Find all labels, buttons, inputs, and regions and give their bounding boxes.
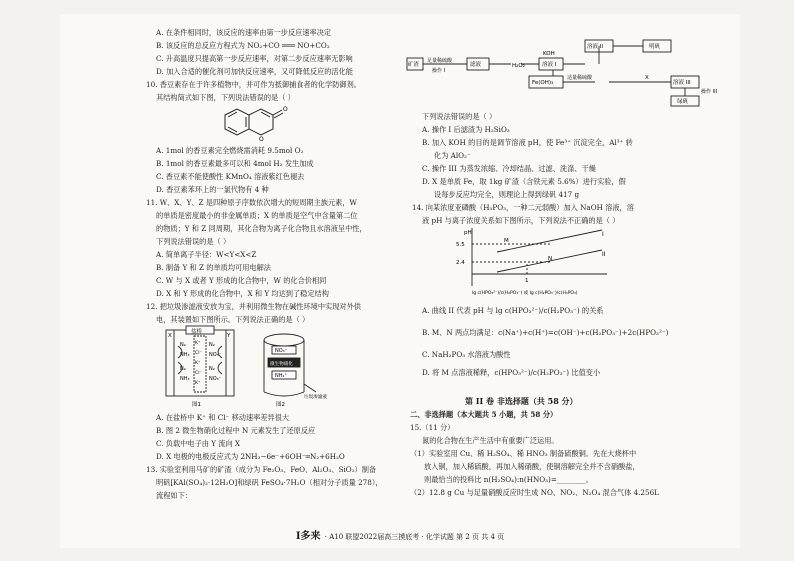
q12-device-figure bbox=[164, 326, 327, 408]
svg-text:O: O bbox=[259, 136, 264, 143]
section-2-heading: 第 II 卷 非选择题（共 58 分） bbox=[465, 396, 578, 406]
section-2-subheading: 二、非选择题（本大题共 5 小题，共 58 分） bbox=[410, 410, 558, 419]
q14-option-d: D. 将 M 点溶液稀释，c(HPO₃²⁻)/c(H₂PO₃⁻) 比值变小 bbox=[422, 368, 601, 377]
graph-point-n: N bbox=[548, 256, 553, 262]
q12-option-c: C. 负载中电子由 Y 流向 X bbox=[156, 439, 241, 448]
q13-question: 下列说法错误的是（ ） bbox=[422, 112, 497, 121]
q14-stem-2: 液 pH 与离子浓度关系如下图所示，下列说法不正确的是（ ） bbox=[422, 216, 620, 225]
graph-y55: 5.5 bbox=[456, 242, 465, 248]
flow-h2o2: H₂O₂ bbox=[512, 63, 525, 69]
q11-stem: 11. W、X、Y、Z 是四种原子序数依次增大的短周期主族元素，W bbox=[146, 198, 357, 207]
q13-option-c: C. 操作 III 为蒸发浓缩、冷却结晶、过滤、洗涤、干燥 bbox=[422, 164, 596, 173]
q9-option-d: D. 加入合适的催化剂可加快反应速率，又可降低反应的活化能 bbox=[156, 67, 353, 76]
right-species-label: NO₃⁻ bbox=[209, 376, 222, 382]
right-species-label: NO₃⁻ bbox=[209, 352, 222, 358]
electrode-x-label: X bbox=[168, 333, 172, 339]
leachate-label: 垃圾渗滤液 bbox=[304, 395, 327, 400]
q10-option-b: B. 1mol 的香豆素最多可以和 4mol H₂ 发生加成 bbox=[156, 159, 314, 168]
svg-text:O: O bbox=[283, 106, 288, 113]
q13-stem-3: 流程如下： bbox=[156, 491, 192, 500]
left-species-label: NH₃ bbox=[180, 376, 190, 382]
flow-x: X bbox=[645, 75, 649, 81]
flow-filtrate: 滤液 bbox=[470, 62, 482, 68]
q15-part-1: （1）实验室用 Cu、稀 H₂SO₄、稀 HNO₃ 制备硫酸铜。先在大烧杯中 bbox=[410, 449, 637, 458]
no3-label: NO₃⁻ bbox=[275, 348, 288, 354]
salt-bridge-ion: K⁺ bbox=[195, 361, 201, 366]
salt-bridge-ion: Cl⁻ bbox=[195, 371, 202, 376]
flow-raw: 矿渣 bbox=[408, 62, 420, 68]
footer-text: · A10 联盟2022届高三摸底考 · 化学试题 第 2 页 共 4 页 bbox=[324, 533, 505, 541]
q15-number: 15.（11 分） bbox=[410, 423, 455, 432]
q14-option-a: A. 曲线 II 代表 pH 与 lg c(HPO₃²⁻)/c(H₂PO₃⁻) 的关系 bbox=[422, 306, 604, 315]
q12-stem-2: 电，其装置如下图所示。下列说法正确的是（ ） bbox=[156, 315, 310, 324]
exam-sheet bbox=[60, 14, 740, 548]
flow-solution1: 溶液 I bbox=[542, 62, 557, 68]
left-species-label: N₂ bbox=[180, 366, 186, 372]
graph-x-label: lg c(HPO₃²⁻)/c(H₂PO₃⁻) 或 lg c(H₂PO₃⁻)/c(H₃PO₃) bbox=[472, 291, 578, 296]
q9-option-c: C. 升高温度只提高第一步反应速率，对第二步反应速率无影响 bbox=[156, 54, 353, 63]
q15-part-2: （2）12.8 g Cu 与足量硝酸反应时生成 NO、NO₂、N₂O₄ 混合气体 4.256L bbox=[410, 488, 659, 497]
flow-solution3: 溶液 III bbox=[673, 80, 691, 86]
q13-option-b-cont: 化为 AlO₂⁻ bbox=[434, 151, 471, 160]
q13-option-b: B. 加入 KOH 的目的是调节溶液 pH，使 Fe³⁺ 沉淀完全，Al³⁺ 转 bbox=[422, 138, 633, 147]
salt-bridge-label: 盐桥 bbox=[191, 329, 203, 335]
right-species-label: N₂ bbox=[209, 366, 215, 372]
graph-curve-1: I bbox=[602, 231, 604, 238]
q11-stem-4: 下列说法错误的是（ ） bbox=[156, 237, 231, 246]
q11-option-a: A. 简单离子半径：W<Y<X<Z bbox=[156, 250, 257, 259]
q10-stem-2: 其结构简式如下图，下列说法错误的是（ ） bbox=[156, 93, 295, 102]
q11-option-d: D. X 和 Y 形成的化合物中，X 和 Y 均达到了稳定结构 bbox=[156, 289, 329, 298]
q11-stem-3: 的物质；Y 和 Z 同周期，其化合物为离子化合物且水溶液呈中性， bbox=[156, 224, 367, 233]
right-species-label: N₂ bbox=[209, 342, 215, 348]
flow-op3: 操作 III bbox=[701, 89, 718, 95]
flow-feoh3: Fe(OH)₃ bbox=[532, 80, 554, 86]
q12-option-b: B. 图 2 微生物硝化过程中 N 元素发生了还原反应 bbox=[156, 426, 316, 435]
q15-intro: 氮的化合物在生产生活中有重要广泛运用。 bbox=[422, 436, 559, 445]
q14-option-c: C. NaH₂PO₃ 水溶液为酸性 bbox=[422, 350, 511, 359]
q13-option-d-cont: 设每步反应均完全，则理论上得到绿矾 417 g bbox=[434, 190, 580, 199]
flow-green: 绿矾 bbox=[677, 99, 689, 105]
q13-process-flow bbox=[405, 24, 735, 108]
q13-option-a: A. 操作 I 后滤渣为 H₂SiO₃ bbox=[422, 125, 510, 134]
q13-option-d: D. X 是单质 Fe，取 1kg 矿渣（含铁元素 5.6%）进行实验，假 bbox=[422, 177, 626, 186]
page-footer bbox=[60, 527, 740, 542]
q12-option-d: D. X 电极的电极反应式为 2NH₃−6e⁻+6OH⁻═N₂+6H₂O bbox=[156, 452, 345, 461]
figure-2-caption: 图2 bbox=[276, 402, 285, 408]
q15-part-1-cont: 放入铜，加入稀硫酸，再加入稀硝酸，使铜溶解完全并不含硝酸盐， bbox=[424, 462, 640, 471]
figure-1-caption: 图1 bbox=[192, 402, 201, 408]
q14-option-b: B. M、N 两点均满足：c(Na⁺)+c(H⁺)=c(OH⁻)+c(H₂PO₃⁻)+2c(HPO₃²⁻) bbox=[422, 328, 669, 337]
q11-stem-2: 的单质是密度最小的非金属单质；X 的单质是空气中含量第二位 bbox=[156, 211, 358, 220]
salt-bridge-ion: K⁺ bbox=[195, 381, 201, 386]
graph-curve-2: II bbox=[602, 251, 606, 258]
footer-brand: I多来 bbox=[295, 531, 321, 542]
q12-option-a: A. 在盐桥中 K⁺ 和 Cl⁻ 移动速率差异很大 bbox=[156, 413, 290, 422]
salt-bridge-ion: Cl⁻ bbox=[195, 351, 202, 356]
salt-bridge-ion: K⁺ bbox=[195, 341, 201, 346]
graph-y24: 2.4 bbox=[456, 260, 465, 266]
q13-stem-2: 明矾[KAl(SO₄)₂·12H₂O]和绿矾 FeSO₄·7H₂O（相对分子质量 278）， bbox=[156, 478, 383, 487]
flow-solution2: 溶液 II bbox=[587, 44, 603, 50]
graph-ylabel: pH bbox=[464, 230, 472, 236]
left-species-label: NH₃ bbox=[180, 352, 190, 358]
q14-ph-graph bbox=[452, 226, 617, 298]
nh4-label: NH₄⁺ bbox=[275, 373, 288, 379]
flow-reagent: 足量稀硫酸 bbox=[427, 58, 453, 64]
q9-option-b: B. 该反应的总反应方程式为 NO₂+CO ═══ NO+CO₂ bbox=[156, 41, 330, 50]
electrode-y-label: Y bbox=[227, 333, 231, 339]
q10-option-c: C. 香豆素不能使酸性 KMnO₄ 溶液紫红色褪去 bbox=[156, 172, 305, 181]
flow-koh: KOH bbox=[543, 51, 555, 57]
q10-option-a: A. 1mol 的香豆素完全燃烧需消耗 9.5mol O₂ bbox=[156, 146, 304, 155]
q10-option-d: D. 香豆素苯环上的一氯代物有 4 种 bbox=[156, 185, 269, 194]
flow-op1: 操作 I bbox=[432, 68, 446, 74]
q10-stem: 10. 香豆素存在于许多植物中，并可作为抵御捕食者的化学防御剂。 bbox=[146, 80, 361, 89]
flow-acid2: 适量稀硫酸 bbox=[567, 75, 593, 81]
graph-x1: 1 bbox=[525, 278, 529, 284]
q11-option-c: C. W 与 X 或者 Y 形成的化合物中，W 的化合价相同 bbox=[156, 276, 327, 285]
flow-alum: 明矾 bbox=[649, 44, 661, 50]
left-species-label: N₂ bbox=[180, 342, 186, 348]
q14-stem: 14. 向某浓度亚磷酸（H₃PO₃，一种二元弱酸）加入 NaOH 溶液，溶 bbox=[412, 203, 634, 212]
microbe-label: 微生物硝化 bbox=[270, 362, 293, 367]
q15-part-1-cont-2: 则最恰当的投料比 n(H₂SO₄):n(HNO₃)=________。 bbox=[424, 475, 593, 484]
graph-point-m: M bbox=[504, 238, 509, 244]
q12-stem: 12. 把垃圾渗滤液安放为宝，并利用微生物在碱性环境中实现对外供 bbox=[146, 302, 361, 311]
q9-option-a: A. 在条件相同时，该反应的速率由第一步反应速率决定 bbox=[156, 28, 332, 37]
q13-stem: 13. 实验室利用马矿的矿渣（成分为 Fe₂O₃、FeO、Al₂O₃、SiO₂）制备 bbox=[146, 465, 377, 474]
coumarin-structure-figure bbox=[215, 105, 290, 145]
q11-option-b: B. 制备 Y 和 Z 的单质均可用电解法 bbox=[156, 263, 271, 272]
